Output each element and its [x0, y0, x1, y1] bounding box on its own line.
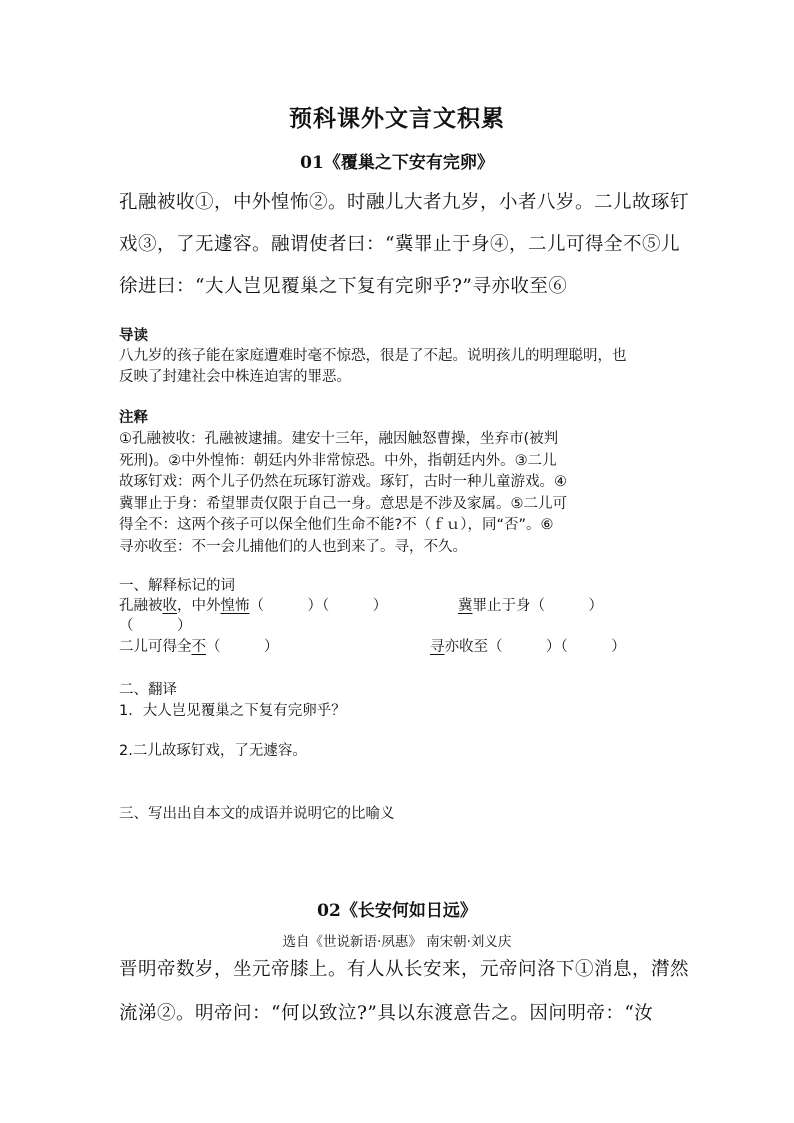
- page-title: 预科课外文言文积累: [289, 105, 505, 132]
- answer-blank: （ ）: [119, 618, 192, 634]
- section-2-text-line: 晋明帝数岁，坐元帝膝上。有人从长安来，元帝问洛下①消息，潸然: [119, 959, 690, 980]
- marked-word: 寻: [430, 639, 445, 655]
- notes-line: 冀罪止于身：希望罪责仅限于自己一身。意思是不涉及家属。⑤二儿可: [119, 496, 567, 512]
- exercise-text: 二儿可得全: [119, 639, 192, 655]
- section-1-text-line: 戏③，了无遽容。融谓使者曰：“冀罪止于身④，二儿可得全不⑤儿: [119, 234, 680, 255]
- marked-word: 收: [162, 598, 177, 614]
- guide-line: 反映了封建社会中株连迫害的罪恶。: [119, 369, 351, 385]
- marked-word: 不: [191, 639, 206, 655]
- section-1-text-line: 徐进曰：“大人岂见覆巢之下复有完卵乎?”寻亦收至⑥: [119, 276, 568, 297]
- exercise-2-question: 2.二儿故琢钉戏，了无遽容。: [119, 743, 307, 759]
- section-2-text-line: 流涕②。明帝问：“何以致泣?”具以东渡意告之。因问明帝：“汝: [119, 1003, 654, 1024]
- notes-line: 死刑)。②中外惶怖：朝廷内外非常惊恐。中外，指朝廷内外。③二儿: [119, 453, 557, 469]
- notes-label: 注释: [119, 410, 148, 426]
- answer-blanks: （ ）: [206, 639, 279, 655]
- exercise-text: 亦收至（ ）（ ）: [444, 639, 626, 655]
- exercise-1-row: [119, 596, 387, 617]
- answer-blanks: （ ）（ ）: [249, 598, 388, 614]
- marked-word: 惶怖: [220, 598, 250, 614]
- exercise-text: 罪止于身（ ）: [472, 598, 603, 614]
- section-1-heading: 01《覆巢之下安有完卵》: [300, 153, 494, 173]
- exercise-2-question: 1．大人岂见覆巢之下复有完卵乎？: [119, 703, 346, 719]
- exercise-1-row: [119, 637, 279, 658]
- notes-line: 故琢钉戏：两个儿子仍然在玩琢钉游戏。琢钉，古时一种儿童游戏。④: [119, 474, 567, 490]
- exercise-text: ，中外: [177, 598, 221, 614]
- exercise-text: 孔融被: [119, 598, 163, 614]
- section-2-source: 选自《世说新语·夙惠》 南宋朝·刘义庆: [282, 934, 512, 950]
- notes-line: 寻亦收至：不一会儿捕他们的人也到来了。寻，不久。: [119, 539, 467, 555]
- section-2-heading: 02《长安何如日远》: [317, 901, 477, 921]
- guide-label: 导读: [119, 328, 148, 344]
- notes-line: ①孔融被收：孔融被逮捕。建安十三年，融因触怒曹操，坐弃市(被判: [119, 431, 559, 447]
- notes-line: 得全不：这两个孩子可以保全他们生命不能?不（ｆｕ），同“否”。⑥: [119, 517, 554, 533]
- exercise-3-heading: 三、写出出自本文的成语并说明它的比喻义: [119, 806, 395, 822]
- section-1-text-line: 孔融被收①，中外惶怖②。时融儿大者九岁，小者八岁。二儿故琢钉: [119, 192, 690, 213]
- exercise-2-heading: 二、翻译: [119, 682, 177, 698]
- exercise-1-heading: 一、解释标记的词: [119, 578, 235, 594]
- exercise-1-row-right: [458, 596, 603, 617]
- marked-word: 冀: [458, 598, 473, 614]
- exercise-1-row-right: [430, 637, 626, 658]
- guide-line: 八九岁的孩子能在家庭遭难时毫不惊恐，很是了不起。说明孩儿的明理聪明，也: [119, 348, 627, 364]
